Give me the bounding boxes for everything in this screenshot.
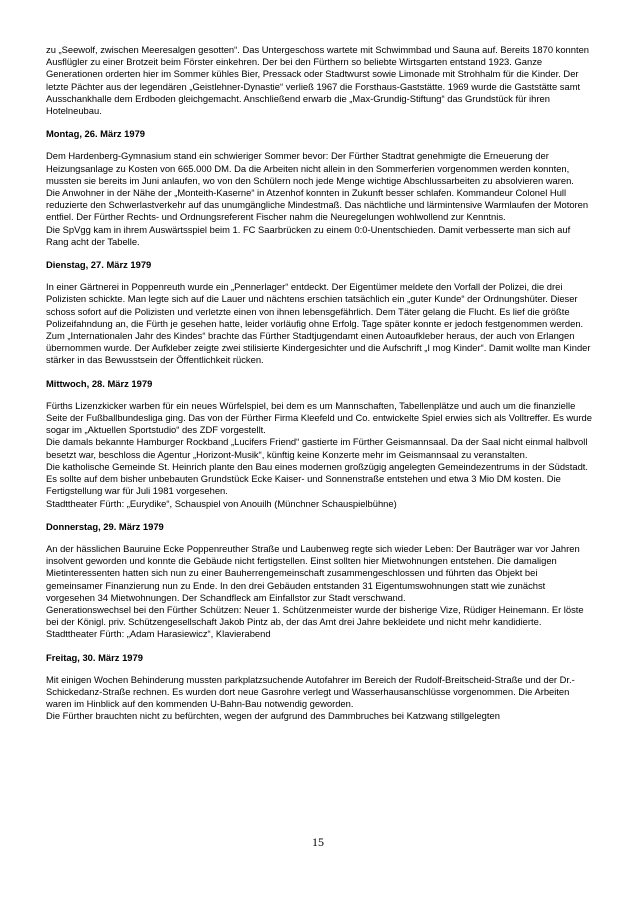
paragraph: An der hässlichen Bauruine Ecke Poppenreuther Straße und Laubenweg regte sich wieder Leben: Der Bauträger war vor Jahren insolvent geworden und konnte die Gebäude nicht fertigstellen. Einst sollten hier Mietwohnungen entstehen. Die damaligen Mietinteressenten hatten sich nun zu einer Bauherrengemeinschaft zusammengeschlossen und führten das Objekt bei gemeinsamer Finanzierung nun zu Ende. In den drei Gebäuden entstanden 31 Eigentumswohnungen statt wie zunächst vorgesehen 34 Mietwohnungen. Der Schandfleck am Einfallstor zur Stadt verschwand.: [46, 542, 580, 603]
paragraph: Die Fürther brauchten nicht zu befürchten, wegen der aufgrund des Dammbruches bei Katzwang stillgelegten: [46, 710, 500, 722]
section-heading: Freitag, 30. März 1979: [46, 651, 143, 663]
paragraph: Zum „Internationalen Jahr des Kindes“ brachte das Fürther Stadtjugendamt einen Autoaufkleber heraus, der auch von Erlangen übernommen wurde. Der Aufkleber zeigte zwei stilisierte Kindergesichter und die Aufschrift „I mog Kinder“. Damit wollte man Kinder stärker in das Bewusstsein der Öffentlichkeit rücken.: [46, 330, 591, 366]
paragraph: Generationswechsel bei den Fürther Schützen: Neuer 1. Schützenmeister wurde der bisherige Vize, Rüdiger Heinemann. Er löste bei der Königl. priv. Schützengesellschaft Jakob Pintz ab, der das Amt drei Jahre bekleidete und nicht mehr kandidierte.: [46, 603, 584, 628]
paragraph: In einer Gärtnerei in Poppenreuth wurde ein „Pennerlager“ entdeckt. Der Eigentümer meldete den Vorfall der Polizei, die drei Polizisten schickte. Man legte sich auf die Lauer und nächtens erschien tatsächlich ein „guter Kunde“ der Ordnungshüter. Dieser schoss sofort auf die Polizisten und verletzte einen von ihnen lebensgefährlich. Dem Täter gelang die Flucht. Es lief die größte Polizeifahndung an, die Fürth je gesehen hatte, leider vorläufig ohne Erfolg. Tage später konnte er jedoch festgenommen werden.: [46, 281, 584, 329]
intro-block: [46, 44, 594, 117]
intro-paragraph: zu „Seewolf, zwischen Meeresalgen gesotten“. Das Untergeschoss wartete mit Schwimmbad und Sauna auf. Bereits 1870 konnten Ausflügler zu einer Brotzeit beim Förster einkehren. Der bei den Fürthern so beliebte Wirtsgarten entstand 1923. Ganze Generationen orderten hier im Sommer kühles Bier, Pressack oder Stadtwurst sowie Limonade mit Strohhalm für die Kinder. Der letzte Pächter aus der legendären „Geistlehner-Dynastie“ verließ 1967 die Forsthaus-Gaststätte. 1969 wurde die Gaststätte samt Ausschankhalle dem Erdboden gleichgemacht. Anschließend erwarb die „Max-Grundig-Stiftung“ das Grundstück für ihren Hotelneubau.: [46, 44, 589, 117]
section-heading: Donnerstag, 29. März 1979: [46, 520, 164, 532]
page-number: 15: [312, 835, 324, 849]
section-heading: Dienstag, 27. März 1979: [46, 259, 152, 271]
paragraph: Dem Hardenberg-Gymnasium stand ein schwieriger Sommer bevor: Der Fürther Stadtrat genehmigte die Erneuerung der Heizungsanlage zu Kosten von 665.000 DM. Da die Arbeiten nicht allein in den Sommerferien vorgenommen werden konnten, mussten sie bereits im Juni anlaufen, wo von den Schülern noch jede Menge wichtige Abschlussarbeiten zu absolvieren waren.: [46, 150, 574, 186]
section-heading: Mittwoch, 28. März 1979: [46, 377, 153, 389]
section-freitag: [46, 652, 594, 723]
paragraph: Stadttheater Fürth: „Eurydike“, Schauspiel von Anouilh (Münchner Schauspielbühne): [46, 497, 397, 509]
paragraph: Die katholische Gemeinde St. Heinrich plante den Bau eines modernen großzügig angelegten Gemeindezentrums in der Südstadt. Es sollte auf dem bisher unbebauten Grundstück Ecke Kaiser- und Sonnenstraße entstehen und etwa 3 Mio DM kosten. Die Fertigstellung war für Juli 1981 vorgesehen.: [46, 460, 588, 497]
section-mittwoch: [46, 378, 594, 510]
paragraph: Stadttheater Fürth: „Adam Harasiewicz“, Klavierabend: [46, 628, 271, 640]
paragraph: Die SpVgg kam in ihrem Auswärtsspiel beim 1. FC Saarbrücken zu einem 0:0-Unentschieden. Damit verbesserte man sich auf Rang acht der Tabelle.: [46, 223, 571, 247]
section-montag: [46, 128, 594, 248]
section-dienstag: [46, 259, 594, 367]
document-page: [46, 44, 594, 723]
paragraph: Mit einigen Wochen Behinderung mussten parkplatzsuchende Autofahrer im Bereich der Rudolf-Breitscheid-Straße und der Dr.-Schickedanz-Straße rechnen. Es wurden dort neue Gasrohre verlegt und Wasserhausanschlüsse vorgenommen. Die Arbeiten waren im Hinblick auf den kommenden U-Bahn-Bau notwendig geworden.: [46, 673, 575, 710]
paragraph: Die damals bekannte Hamburger Rockband „Lucifers Friend“ gastierte im Fürther Geismannsaal. Da der Saal nicht einmal halbvoll besetzt war, beschloss die Agentur „Horizont-Musik“, künftig keine Konzerte mehr im Geismannsaal zu veranstalten.: [46, 436, 588, 460]
paragraph: Die Anwohner in der Nähe der „Monteith-Kaserne“ in Atzenhof konnten in Zukunft besser schlafen. Kommandeur Colonel Hull reduzierte den Schwerlastverkehr auf das unumgängliche Mindestmaß. Das nächtliche und lärmintensive Warmlaufen der Motoren entfiel. Der Fürther Rechts- und Ordnungsreferent Fischer nahm die Neuregelungen wohlwollend zur Kenntnis.: [46, 187, 589, 223]
paragraph: Fürths Lizenzkicker warben für ein neues Würfelspiel, bei dem es um Mannschaften, Tabellenplätze und auch um die finanzielle Seite der Fußballbundesliga ging. Das von der Fürther Firma Kleefeld und Co. entwickelte Spiel erwies sich als Volltreffer. Es wurde sogar im „Aktuellen Sportstudio“ des ZDF vorgestellt.: [46, 399, 592, 436]
section-heading: Montag, 26. März 1979: [46, 128, 145, 140]
section-donnerstag: [46, 521, 594, 641]
